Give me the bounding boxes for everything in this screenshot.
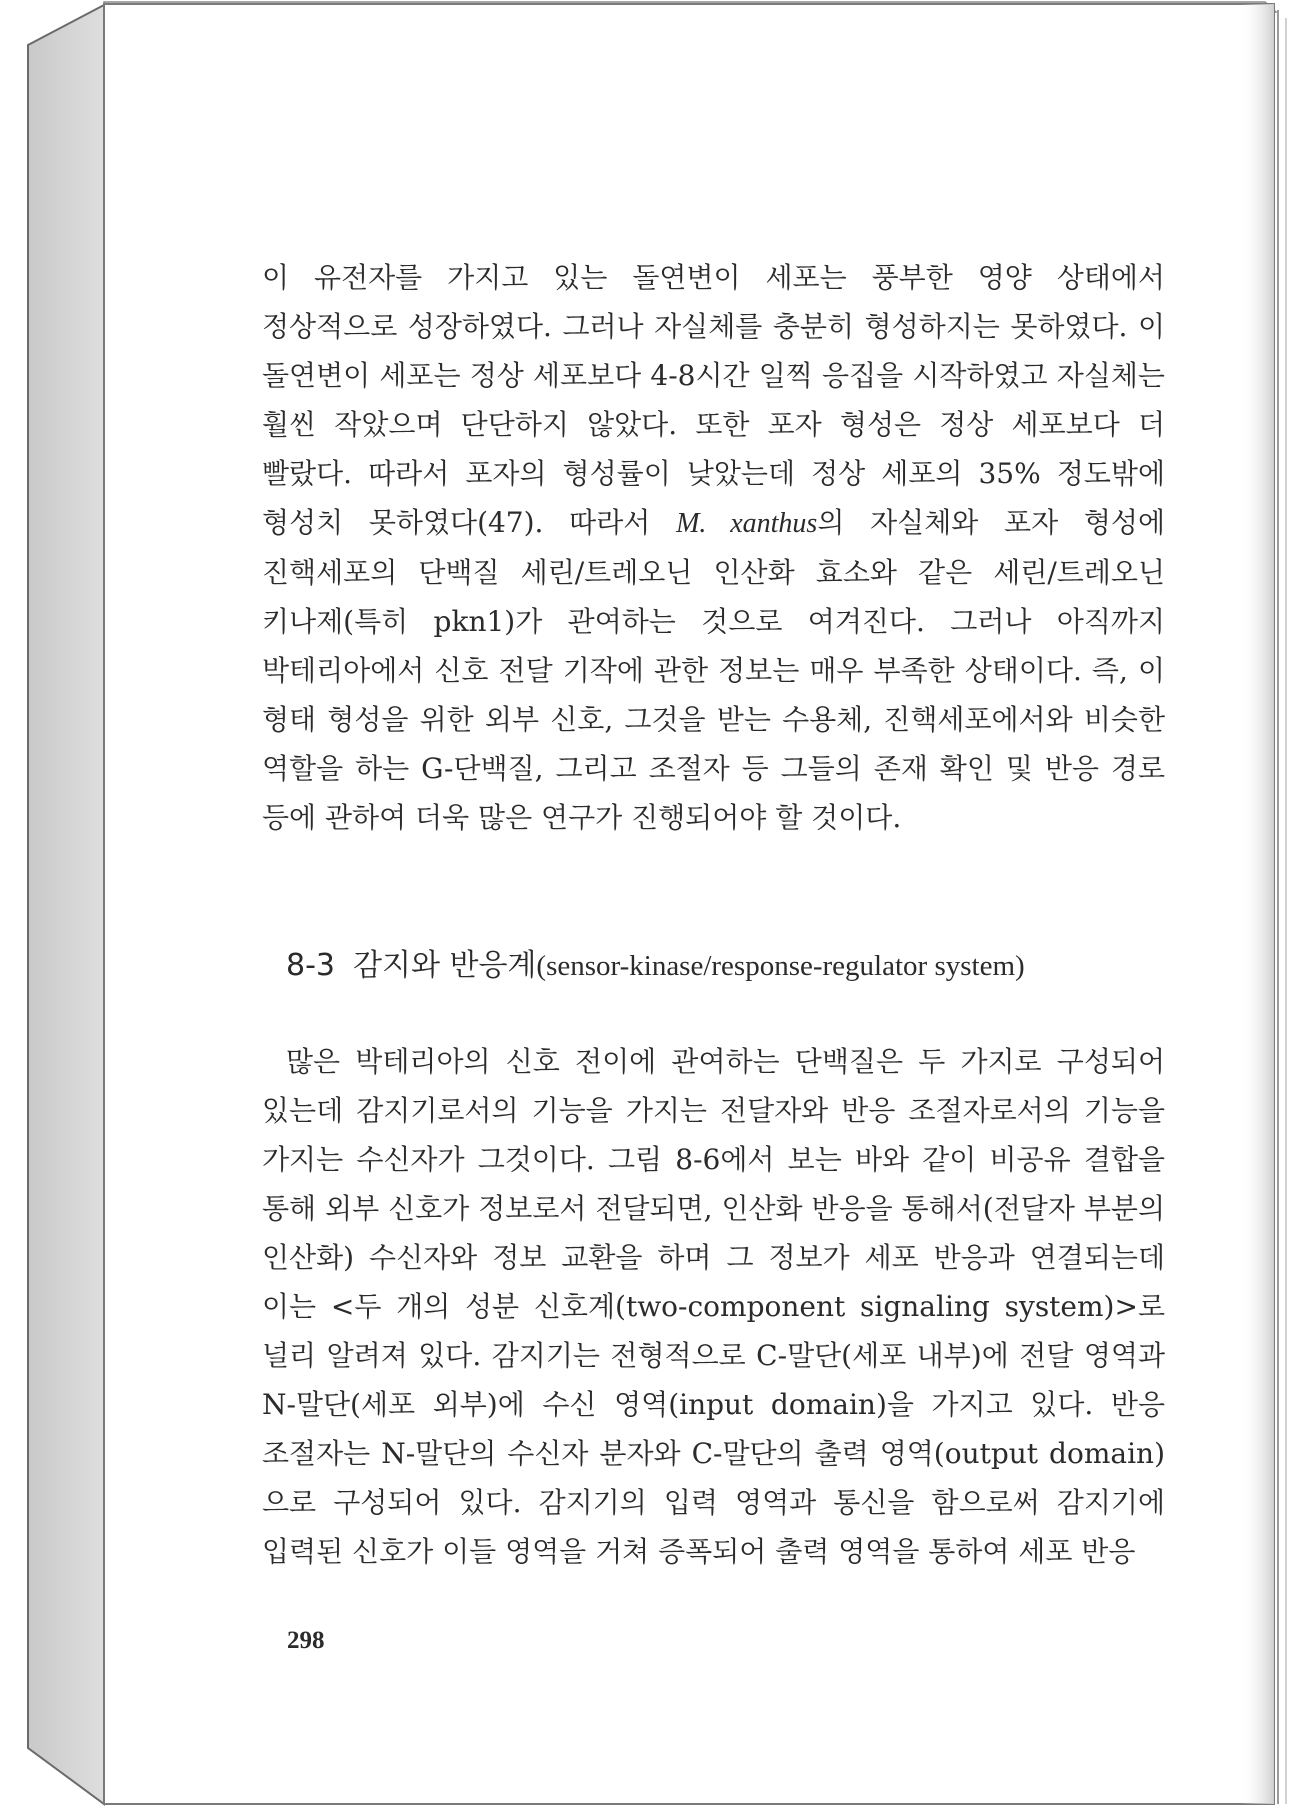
- paragraph-1-text: [262, 253, 1165, 842]
- book-spine: [28, 5, 104, 1804]
- page-number: 298: [287, 1627, 325, 1654]
- section-number: 8-3: [286, 948, 335, 983]
- paragraph-2-text: 많은 박테리아의 신호 전이에 관여하는 단백질은 두 가지로 구성되어 있는데 감지기로서의 기능을 가지는 전달자와 반응 조절자로서의 기능을 가지는 수신자가 그것이다. 그림 8-6에서 보는 바와 같이 비공유 결합을 통해 외부 신호가 정보로서 전달되면, 인산화 반응을 통해서(전달자 부분의 인산화) 수신자와 정보 교환을 하며 그 정보가 세포 반응과 연결되는데 이는 <두 개의 성분 신호계(two-component signaling system)>로 널리 알려져 있다. 감지기는 전형적으로 C-말단(세포 내부)에 전달 영역과 N-말단(세포 외부)에 수신 영역(input domain)을 가지고 있다. 반응 조절자는 N-말단의 수신자 분자와 C-말단의 출력 영역(output domain)으로 구성되어 있다. 감지기의 입력 영역과 통신을 함으로써 감지기에 입력된 신호가 이들 영역을 거쳐 증폭되어 출력 영역을 통하여 세포 반응: [262, 1045, 1165, 1568]
- paragraph-2: [262, 1037, 1165, 1576]
- paragraph-1-after-species: 의 자실체와 포자 형성에 진핵세포의 단백질 세린/트레오닌 인산화 효소와 같은 세린/트레오닌 키나제(특히 pkn1)가 관여하는 것으로 여겨진다. 그러나 아직까지 박테리아에서 신호 전달 기작에 관한 정보는 매우 부족한 상태이다. 즉, 이 형태 형성을 위한 외부 신호, 그것을 받는 수용체, 진핵세포에서와 비슷한 역할을 하는 G-단백질, 그리고 조절자 등 그들의 존재 확인 및 반응 경로 등에 관하여 더욱 많은 연구가 진행되어야 할 것이다.: [262, 506, 1166, 834]
- section-heading: [286, 942, 1166, 990]
- section-title-english: (sensor-kinase/response-regulator system): [536, 950, 1025, 982]
- paragraph-1: [262, 253, 1165, 842]
- page-edge-shadow: [1240, 4, 1274, 1804]
- section-title-korean: 감지와 반응계: [353, 948, 537, 983]
- paragraph-1-before-species: 이 유전자를 가지고 있는 돌연변이 세포는 풍부한 영양 상태에서 정상적으로 성장하였다. 그러나 자실체를 충분히 형성하지는 못하였다. 이 돌연변이 세포는 정상 세포보다 4-8시간 일찍 응집을 시작하였고 자실체는 훨씬 작았으며 단단하지 않았다. 또한 포자 형성은 정상 세포보다 더 빨랐다. 따라서 포자의 형성률이 낮았는데 정상 세포의 35% 정도밖에 형성치 못하였다(47). 따라서: [262, 261, 1165, 539]
- species-name: M. xanthus: [676, 508, 818, 539]
